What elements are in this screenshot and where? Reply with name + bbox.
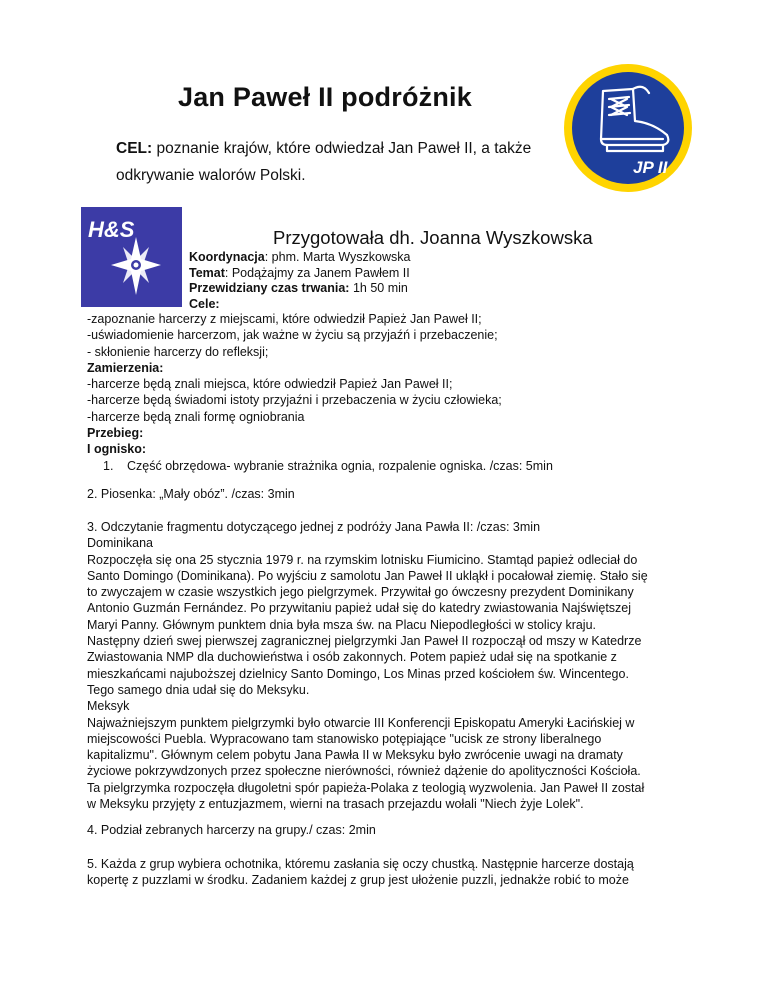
- fire-heading: I ognisko:: [87, 442, 147, 457]
- hiking-boot-icon: [563, 63, 693, 193]
- duration-line: Przewidziany czas trwania: 1h 50 min: [189, 281, 408, 295]
- step-1: 1. Część obrzędowa- wybranie strażnika ognia, rozpalenie ogniska. /czas: 5min: [103, 458, 553, 473]
- compass-star-icon: [81, 207, 182, 307]
- intention-item: -harcerze będą znali formę ogniobrania: [87, 409, 305, 424]
- goal-item: -uświadomienie harcerzom, jak ważne w życiu są przyjaźń i przebaczenie;: [87, 328, 498, 343]
- goal-text: poznanie krajów, które odwiedzał Jan Paweł II, a także odkrywanie walorów Polski.: [116, 140, 532, 184]
- step-4: 4. Podział zebranych harcerzy na grupy./ czas: 2min: [87, 823, 376, 837]
- step-3: 3. Odczytanie fragmentu dotyczącego jednej z podróży Jana Pawła II: /czas: 3min Dominikana Rozpoczęła się ona 25 stycznia 1979 r. na rzymskim lotnisku Fiumicino. Stamtąd papież odleciał do Santo Domingo (Dominikana). Po wyjściu z samolotu Jan Paweł II ukląkł i pocałował ziemię. Stało się to zwyczajem w czasie wszystkich jego pielgrzymek. Przywitał go ówczesny prezydent Dominikany Antonio Guzmán Fernández. Po przywitaniu papież udał się do katedry zwiastowania Najświętszej Maryi Panny. Głównym punktem dnia była msza św. na Placu Niepodległości w stolicy kraju. Następny dzień swej pierwszej zagranicznej pielgrzymki Jan Paweł II rozpoczął od mszy w Katedrze Zwiastowania NMP dla duchowieństwa i osób zakonnych. Potem papież udał się na spotkanie z mieszkańcami najuboższej dzielnicy Santo Domingo, Los Minas przed kościołem św. Wincentego. Tego samego dnia udał się do Meksyku. Meksyk Najważniejszym punktem pielgrzymki było otwarcie III Konferencji Episkopatu Ameryki Łacińskiej w miejscowości Puebla. Wypracowano tam stanowisko potępiające "ucisk ze strony liberalnego kapitalizmu". Głównym celem pobytu Jana Pawła II w Meksyku było zwrócenie uwagi na dramaty życiowe pokrzywdzonych przez społeczne nierówności, również dążenie do apolityczności Kościoła. Ta pielgrzymka rozpoczęła długoletni spór papieża-Polaka z teologią wyzwolenia. Jan Paweł II został w Meksyku przyjęty z entuzjazmem, wierni na trasach przejazdu wołali "Niech żyje Lolek".: [87, 519, 687, 812]
- goal-label: CEL:: [116, 140, 153, 157]
- country-dominikana: Dominikana: [87, 536, 154, 551]
- step-5: 5. Każda z grup wybiera ochotnika, któremu zasłania się oczy chustką. Następnie harcerze dostają kopertę z puzzlami w środku. Zadaniem każdej z grup jest ułożenie puzzli, jednakże robić to może: [87, 857, 634, 888]
- hs-compass-logo: [81, 207, 182, 307]
- intention-item: -harcerze będą znali miejsca, które odwiedził Papież Jan Paweł II;: [87, 377, 453, 392]
- step-2: 2. Piosenka: „Mały obóz”. /czas: 3min: [87, 487, 295, 501]
- meta-block: [189, 250, 410, 312]
- svg-text:H&S: H&S: [88, 217, 135, 242]
- svg-text:JP II: JP II: [633, 158, 668, 177]
- coordination-line: Koordynacja: phm. Marta Wyszkowska: [189, 250, 411, 264]
- topic-line: Temat: Podążajmy za Janem Pawłem II: [189, 265, 410, 280]
- intention-item: -harcerze będą świadomi istoty przyjaźni i przebaczenia w życiu człowieka;: [87, 393, 502, 408]
- document-title: Jan Paweł II podróżnik: [178, 82, 472, 112]
- goal-item: - skłonienie harcerzy do refleksji;: [87, 344, 269, 359]
- intentions-heading: Zamierzenia:: [87, 360, 164, 375]
- course-heading: Przebieg:: [87, 426, 144, 441]
- goals-intentions-block: [87, 311, 687, 474]
- country-meksyk: Meksyk: [87, 699, 130, 714]
- author-line: Przygotowała dh. Joanna Wyszkowska: [273, 227, 593, 248]
- goal-item: -zapoznanie harcerzy z miejscami, które odwiedził Papież Jan Paweł II;: [87, 312, 482, 326]
- goal-paragraph: [116, 135, 566, 189]
- jp2-boot-logo: [563, 63, 693, 193]
- goals-heading: Cele:: [189, 296, 220, 311]
